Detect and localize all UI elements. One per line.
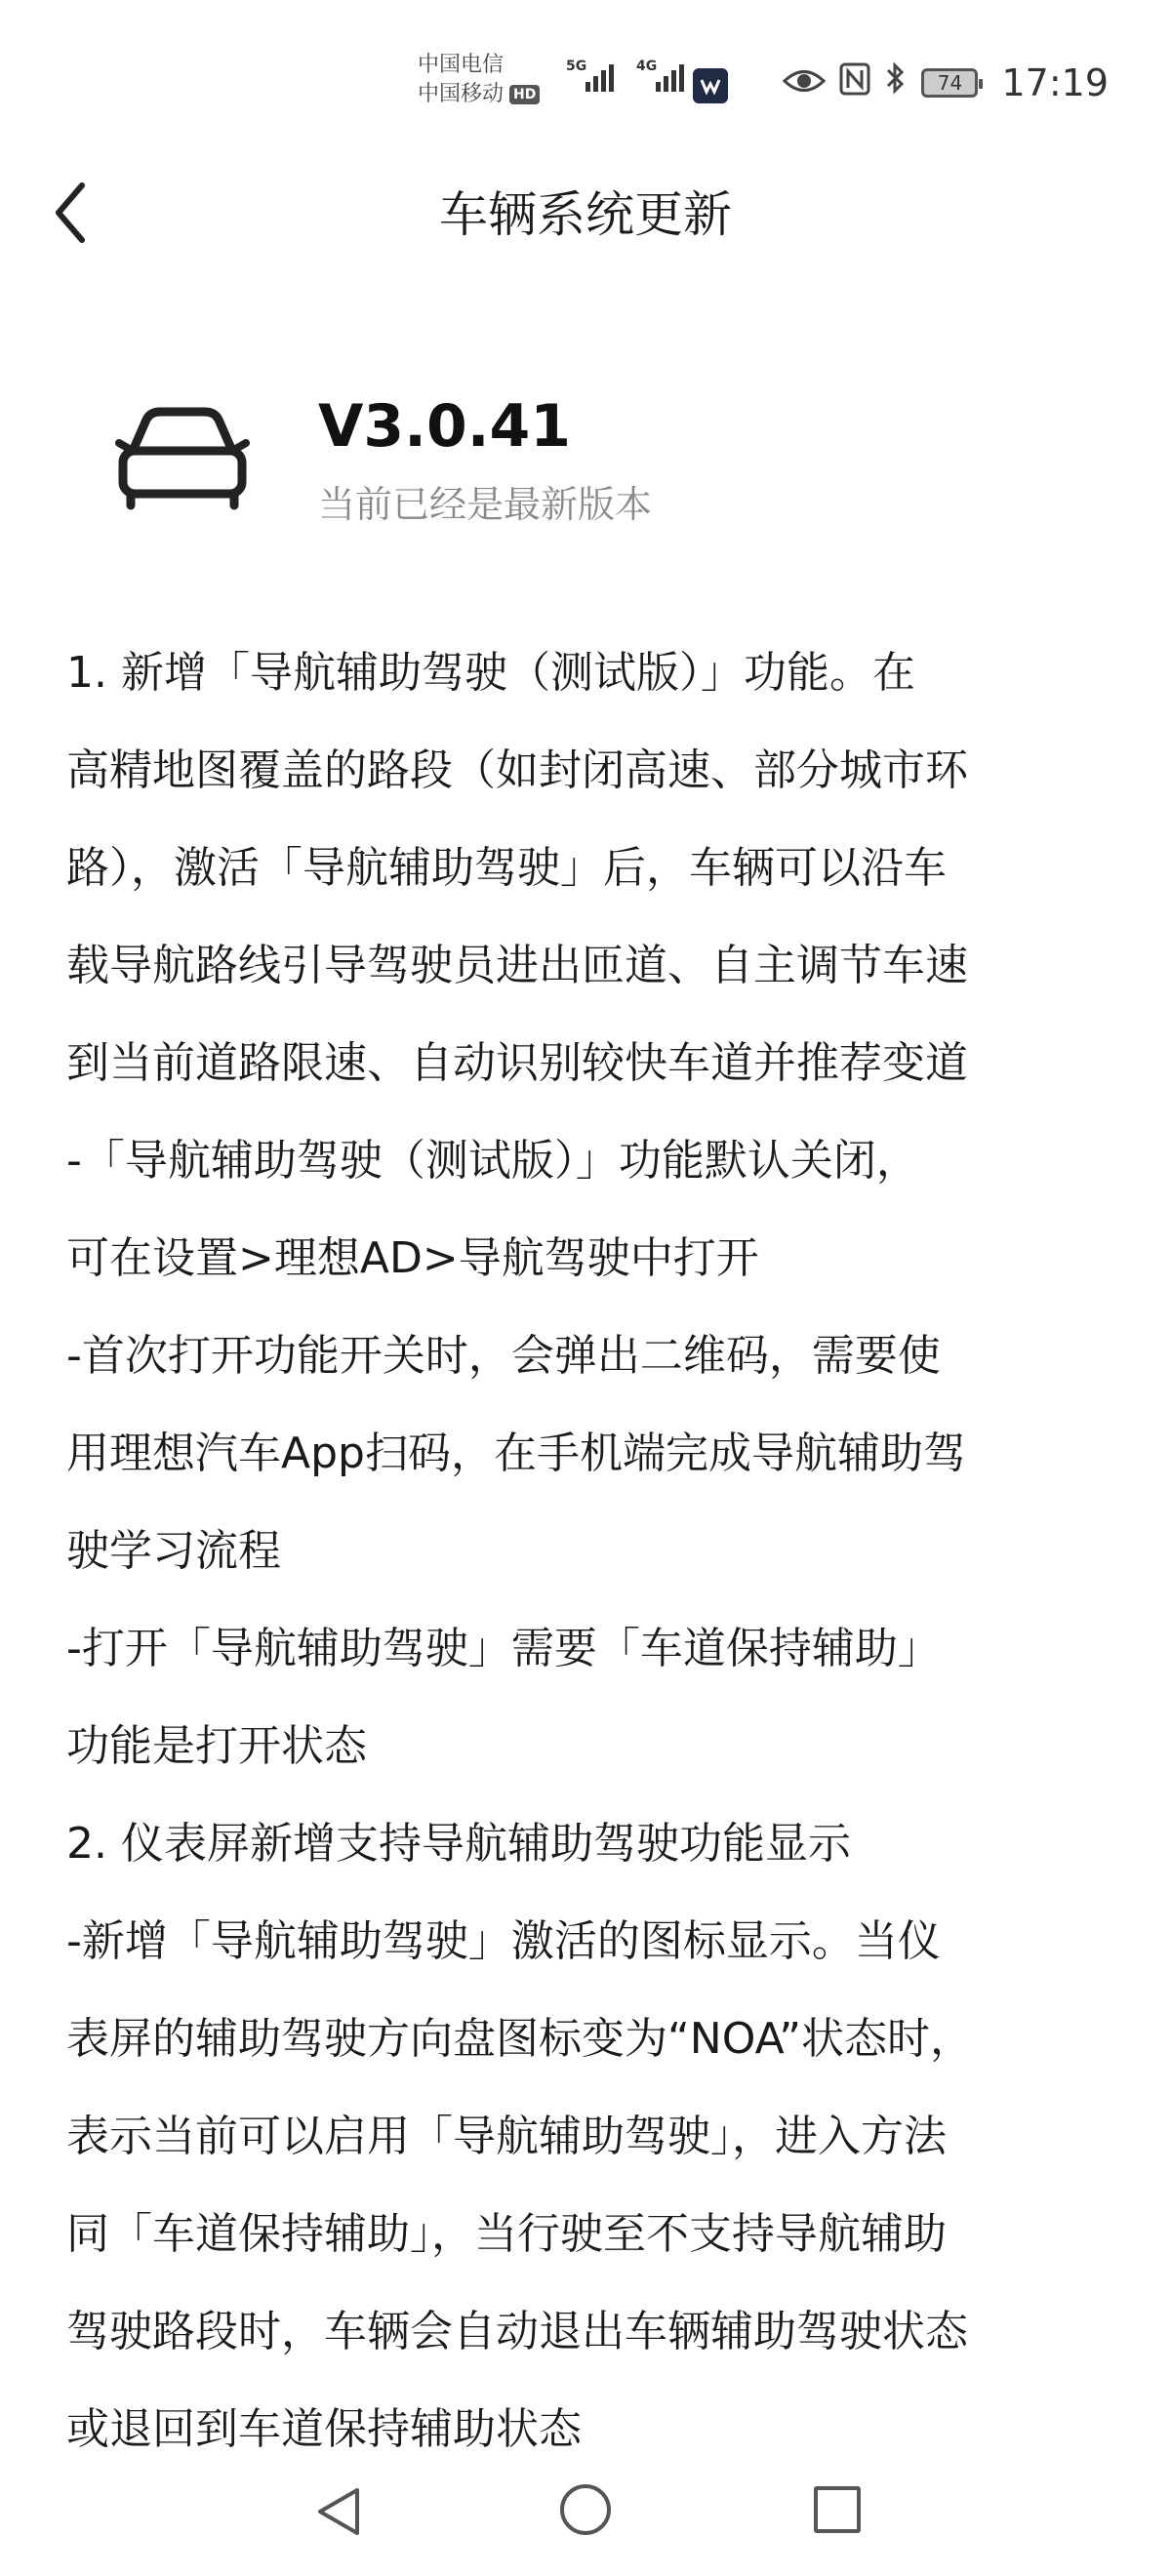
note-line: -「导航辅助驾驶（测试版）」功能默认关闭， xyxy=(66,1136,919,1186)
eye-icon xyxy=(783,61,826,104)
status-icons xyxy=(783,60,1109,104)
note-line: 同「车道保持辅助」，当行驶至不支持导航辅助 xyxy=(66,2209,947,2259)
hd-badge: HD xyxy=(509,85,540,104)
battery-icon xyxy=(921,68,978,98)
note-line: 到当前道路限速、自动识别较快车道并推荐变道 xyxy=(66,1038,968,1088)
note-line: 表屏的辅助驾驶方向盘图标变为“NOA”状态时， xyxy=(66,2014,974,2064)
note-line: -打开「导航辅助驾驶」需要「车道保持辅助」 xyxy=(66,1624,941,1673)
note-line: 驾驶路段时，车辆会自动退出车辆辅助驾驶状态 xyxy=(66,2307,968,2356)
nfc-icon xyxy=(839,61,870,104)
note-line: 或退回到车道保持辅助状态 xyxy=(66,2404,582,2454)
carrier-info xyxy=(418,51,540,109)
release-notes xyxy=(66,624,1110,2478)
page-title: 车辆系统更新 xyxy=(439,186,732,243)
note-line: 1. 新增「导航辅助驾驶（测试版）」功能。在 xyxy=(66,648,915,698)
note-line: 高精地图覆盖的路段（如封闭高速、部分城市环 xyxy=(66,745,968,795)
nav-home-button[interactable] xyxy=(560,2484,611,2535)
note-line: 用理想汽车App扫码，在手机端完成导航辅助驾 xyxy=(66,1429,966,1478)
note-line: 驶学习流程 xyxy=(66,1526,281,1576)
note-line: 2. 仪表屏新增支持导航辅助驾驶功能显示 xyxy=(66,1819,851,1869)
version-block xyxy=(0,381,1171,576)
network-2-label: 4G xyxy=(636,59,658,74)
version-number: V3.0.41 xyxy=(318,392,572,461)
signal-4g-icon xyxy=(636,59,684,92)
bluetooth-icon xyxy=(884,60,908,104)
status-bar xyxy=(0,0,1171,156)
system-nav-bar xyxy=(0,2469,1171,2576)
nav-back-button[interactable] xyxy=(314,2484,363,2539)
note-line: -首次打开功能开关时，会弹出二维码，需要使 xyxy=(66,1331,941,1381)
clock: 17:19 xyxy=(1001,60,1109,104)
note-line: 表示当前可以启用「导航辅助驾驶」，进入方法 xyxy=(66,2112,947,2161)
note-line: 载导航路线引导驾驶员进出匝道、自主调节车速 xyxy=(66,941,968,990)
battery-level: 74 xyxy=(937,70,963,95)
note-line: 功能是打开状态 xyxy=(66,1721,367,1771)
header xyxy=(0,156,1171,263)
car-icon xyxy=(113,400,252,515)
nav-recents-button[interactable] xyxy=(814,2486,861,2533)
carrier-2: 中国移动 xyxy=(418,82,505,106)
signal-5g-icon xyxy=(566,59,614,92)
note-line: 路），激活「导航辅助驾驶」后，车辆可以沿车 xyxy=(66,843,947,893)
note-line: 可在设置>理想AD>导航驾驶中打开 xyxy=(66,1233,759,1283)
version-status: 当前已经是最新版本 xyxy=(318,483,653,526)
carrier-1: 中国电信 xyxy=(418,53,505,77)
triangle-back-icon xyxy=(314,2484,363,2539)
network-1-label: 5G xyxy=(566,59,587,74)
note-line: -新增「导航辅助驾驶」激活的图标显示。当仪 xyxy=(66,1916,941,1966)
app-notification-icon xyxy=(693,68,728,103)
